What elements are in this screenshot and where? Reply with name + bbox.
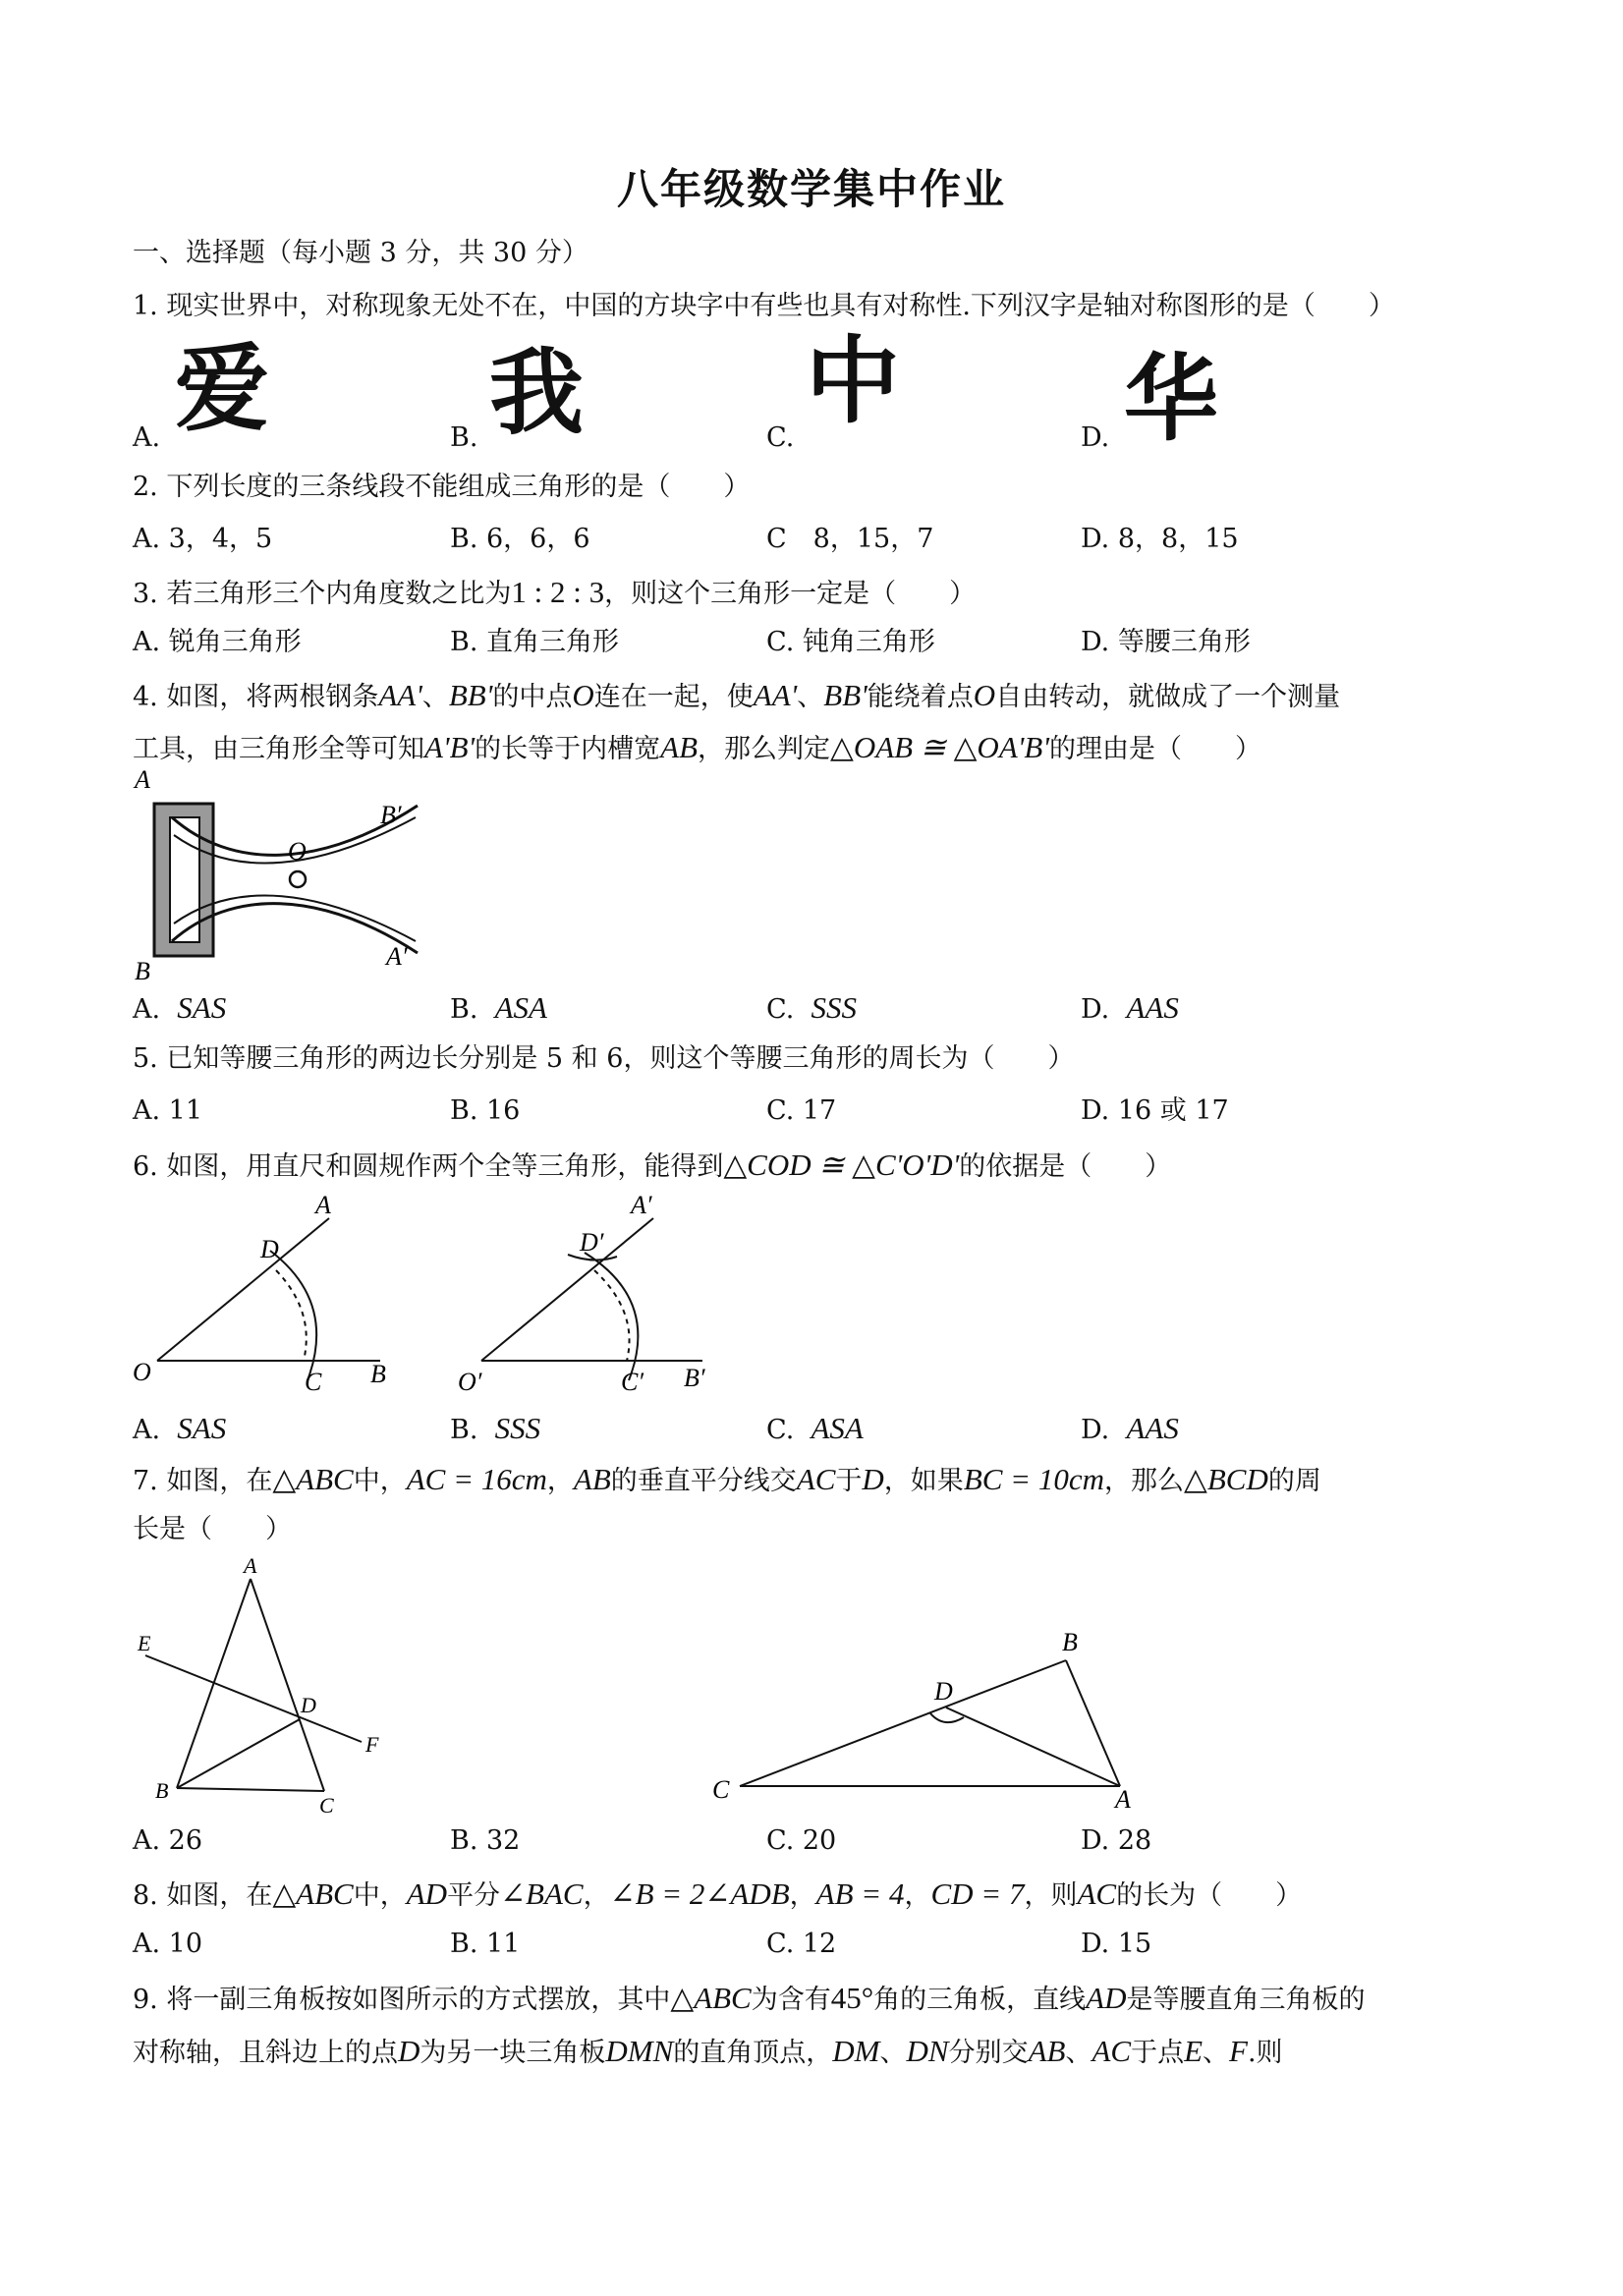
q6-option-d: [1081, 1413, 1179, 1443]
q4-text: 能绕着点: [867, 682, 974, 712]
q7-text: ，: [546, 1466, 574, 1496]
q6-arc-dashed-prime: [594, 1270, 630, 1361]
q5-option-c: C. 17: [766, 1095, 837, 1126]
q8-math: AC: [1077, 1876, 1117, 1911]
q4-math: O: [572, 678, 594, 712]
q1-option-a-label: A.: [133, 422, 161, 453]
q8-option-b: B. 11: [450, 1929, 521, 1959]
q7-option-a: A. 26: [133, 1825, 203, 1856]
q7-angle-mark: [930, 1713, 964, 1722]
q9-text: 对称轴，且斜边上的点: [133, 2038, 398, 2068]
q1-option-b-label: B.: [450, 422, 478, 453]
q7-text: ，那么: [1104, 1466, 1184, 1496]
q1-option-b-glyph: 我: [489, 338, 584, 448]
q6-option-a-label: A.: [133, 1415, 161, 1445]
q4-label-b: B: [135, 957, 150, 982]
q9-text: .则: [1247, 2038, 1283, 2068]
q6-left-label-b: B: [370, 1360, 386, 1388]
q2-option-c: C 8，15，7: [766, 524, 934, 554]
q6-option-d-value: AAS: [1126, 1411, 1179, 1445]
q8-math: CD = 7: [930, 1876, 1025, 1911]
q8-math: AB = 4: [815, 1876, 905, 1911]
q9-math: D: [398, 2034, 420, 2068]
q4-option-a-value: SAS: [177, 990, 227, 1025]
q2-option-d: D. 8，8，15: [1081, 524, 1239, 554]
q6-left-label-c: C: [305, 1368, 322, 1396]
q7-side-ba: [1066, 1660, 1120, 1786]
q4-text: 的中点: [492, 682, 573, 712]
q6-option-b: [450, 1413, 540, 1443]
q6-option-c-value: ASA: [811, 1411, 864, 1445]
q4-math: BB': [448, 678, 493, 712]
q2-stem: 2. 下列长度的三条线段不能组成三角形的是（ ）: [133, 472, 751, 502]
q4-text: 4. 如图，将两根钢条: [133, 682, 379, 712]
q7-line-1: [133, 1464, 1321, 1494]
q1-stem: 1. 现实世界中，对称现象无处不在，中国的方块字中有些也具有对称性.下列汉字是轴对称图形的是（ ）: [133, 291, 1395, 321]
q9-math: DM: [832, 2034, 880, 2068]
q7-label-e: E: [138, 1631, 151, 1655]
q8-stem: [133, 1878, 1302, 1909]
q4-math: A'B': [424, 730, 476, 764]
page-title: 八年级数学集中作业: [616, 165, 1006, 213]
q7-line-2: 长是（ ）: [133, 1514, 292, 1544]
q4-math: △OAB ≅ △OA'B': [830, 730, 1049, 764]
q8-option-a: A. 10: [133, 1929, 203, 1959]
q9-text: 于点: [1131, 2038, 1185, 2068]
q6-right-label-o: O′: [458, 1368, 482, 1396]
q4-math: O: [973, 678, 996, 712]
q8-math: AD: [406, 1876, 448, 1911]
q7-label-c: C: [319, 1793, 334, 1818]
q7-math: △BCD: [1184, 1462, 1268, 1496]
q7-math: AB: [573, 1462, 611, 1496]
q7-text: 于: [835, 1466, 863, 1496]
q4-option-d-label: D.: [1081, 994, 1110, 1025]
q7-figure-obtuse: [702, 1621, 1154, 1818]
q3-option-a: A. 锐角三角形: [133, 627, 302, 657]
q9-math: DMN: [605, 2034, 674, 2068]
q9-math: AC: [1091, 2034, 1132, 2068]
q8-math: △ABC: [272, 1876, 354, 1911]
q2-option-b: B. 6，6，6: [450, 524, 590, 554]
q7-segment-bd: [177, 1719, 300, 1788]
q3-option-c: C. 钝角三角形: [766, 627, 935, 657]
q6-left-label-o: O: [133, 1358, 151, 1386]
q7-text: 的周: [1267, 1466, 1321, 1496]
q4-line-1: [133, 680, 1340, 710]
q6-option-d-label: D.: [1081, 1415, 1110, 1445]
q9-math: 45°: [830, 1981, 874, 2015]
q4-math: AB: [660, 730, 699, 764]
q3-option-b: B. 直角三角形: [450, 627, 620, 657]
q6-option-b-value: SSS: [494, 1411, 541, 1445]
q1-option-c-label: C.: [766, 422, 795, 453]
q7-obtuse-label-b: B: [1062, 1628, 1078, 1656]
q3-stem-text-b: ，则这个三角形一定是（ ）: [604, 579, 977, 609]
q4-label-a-prime: A′: [386, 942, 408, 971]
q3-option-d: D. 等腰三角形: [1081, 627, 1251, 657]
q3-stem-text-a: 3. 若三角形三个内角度数之比为: [133, 579, 512, 609]
q4-text: 、: [421, 682, 449, 712]
q8-option-c: C. 12: [766, 1929, 837, 1959]
q5-option-d: D. 16 或 17: [1081, 1095, 1229, 1126]
q4-text: 连在一起，使: [593, 682, 754, 712]
q7-obtuse-label-c: C: [712, 1775, 730, 1804]
q9-math: AB: [1028, 2034, 1066, 2068]
q5-stem: 5. 已知等腰三角形的两边长分别是 5 和 6，则这个等腰三角形的周长为（ ）: [133, 1043, 1075, 1074]
q5-option-b: B. 16: [450, 1095, 521, 1126]
q1-option-d-glyph: 华: [1124, 344, 1218, 454]
q7-segment-da: [946, 1708, 1120, 1786]
q4-text: 的长等于内槽宽: [475, 734, 661, 764]
q4-text: 的理由是（ ）: [1048, 734, 1261, 764]
q3-ratio: 1 : 2 : 3: [511, 575, 605, 609]
q4-option-b-value: ASA: [494, 990, 547, 1025]
q4-option-c-label: C.: [766, 994, 795, 1025]
q4-option-a: [133, 992, 226, 1023]
q4-caliper-figure: [123, 766, 437, 982]
q4-math: BB': [823, 678, 867, 712]
q7-side-cb: [740, 1660, 1066, 1786]
q7-text: 中，: [353, 1466, 407, 1496]
q2-option-a: A. 3，4，5: [133, 524, 273, 554]
q7-perpendicular-bisector: [145, 1655, 362, 1742]
q4-option-c: [766, 992, 857, 1023]
q8-text: ，则: [1024, 1880, 1078, 1911]
q1-option-a-glyph: 爱: [175, 334, 269, 444]
q6-option-a-value: SAS: [177, 1411, 227, 1445]
q8-text: 8. 如图，在: [133, 1880, 273, 1911]
q7-obtuse-label-d: D: [934, 1677, 953, 1706]
q6-option-c: [766, 1413, 864, 1443]
q7-math: BC = 10cm: [963, 1462, 1104, 1496]
q8-text: ，: [583, 1880, 610, 1911]
q4-option-b: [450, 992, 547, 1023]
q6-text: 6. 如图，用直尺和圆规作两个全等三角形，能得到: [133, 1151, 724, 1182]
q7-obtuse-label-a: A: [1115, 1785, 1131, 1814]
q8-text: ，: [789, 1880, 816, 1911]
q4-option-c-value: SSS: [811, 990, 857, 1025]
q9-text: 、: [1203, 2038, 1230, 2068]
q6-right-label-d: D′: [580, 1228, 604, 1257]
q6-right-label-b: B′: [684, 1364, 705, 1392]
q4-text: 工具，由三角形全等可知: [133, 734, 424, 764]
q8-option-d: D. 15: [1081, 1929, 1152, 1959]
q7-text: ，如果: [883, 1466, 964, 1496]
q6-ray-oa-prime: [481, 1218, 653, 1361]
q6-option-b-label: B.: [450, 1415, 478, 1445]
q9-math: △ABC: [670, 1981, 752, 2015]
q9-text: 为含有: [751, 1985, 831, 2015]
q6-right-label-c: C′: [621, 1368, 644, 1396]
q7-side-ac: [251, 1579, 324, 1791]
q4-label-a: A: [135, 766, 150, 794]
q8-text: ，: [904, 1880, 931, 1911]
q7-option-b: B. 32: [450, 1825, 521, 1856]
q4-option-a-label: A.: [133, 994, 161, 1025]
q9-math: DN: [906, 2034, 949, 2068]
q7-label-f: F: [365, 1732, 379, 1757]
q4-math: AA': [753, 678, 798, 712]
q5-option-a: A. 11: [133, 1095, 203, 1126]
q4-text: 、: [797, 682, 824, 712]
q9-line-1: [133, 1983, 1365, 2013]
q7-option-c: C. 20: [766, 1825, 837, 1856]
q7-label-d: D: [301, 1693, 316, 1717]
q6-stem: [133, 1149, 1171, 1180]
q9-text: 角的三角板，直线: [873, 1985, 1087, 2015]
q9-text: 的直角顶点，: [673, 2038, 833, 2068]
q9-text: 、: [879, 2038, 907, 2068]
q7-option-d: D. 28: [1081, 1825, 1152, 1856]
q6-ray-oa: [157, 1218, 329, 1361]
q9-text: 9. 将一副三角板按如图所示的方式摆放，其中: [133, 1985, 671, 2015]
q7-math: AC = 16cm: [406, 1462, 547, 1496]
q4-text: ，那么判定: [698, 734, 831, 764]
q9-math: E: [1184, 2034, 1203, 2068]
q6-figure-left: [123, 1184, 418, 1405]
q7-math: △ABC: [272, 1462, 354, 1496]
q7-math: D: [862, 1462, 884, 1496]
q7-text: 7. 如图，在: [133, 1466, 273, 1496]
q7-math: AC: [796, 1462, 836, 1496]
q7-label-b: B: [155, 1778, 169, 1803]
q1-option-d-label: D.: [1081, 422, 1110, 453]
q6-left-label-a: A: [315, 1191, 331, 1219]
q9-line-2: [133, 2036, 1283, 2066]
q8-text: 中，: [353, 1880, 407, 1911]
q4-label-b-prime: B′: [380, 801, 402, 829]
q7-label-a: A: [244, 1557, 257, 1578]
q8-math: ∠B = 2∠ADB: [609, 1876, 790, 1911]
q9-text: 为另一块三角板: [420, 2038, 606, 2068]
q1-option-c-glyph: 中: [806, 326, 900, 436]
q4-option-d: [1081, 992, 1179, 1023]
q8-text: 平分: [447, 1880, 501, 1911]
q6-right-label-a: A′: [631, 1191, 652, 1219]
section-heading: 一、选择题（每小题 3 分，共 30 分）: [133, 238, 588, 268]
q4-text: 自由转动，就做成了一个测量: [995, 682, 1341, 712]
q6-left-label-d: D: [260, 1235, 279, 1263]
q4-line-2: [133, 732, 1261, 762]
q9-math: F: [1229, 2034, 1248, 2068]
q4-math: AA': [378, 678, 422, 712]
q6-option-c-label: C.: [766, 1415, 795, 1445]
q6-figure-right: [452, 1184, 747, 1405]
q4-label-o: O: [288, 837, 307, 866]
q8-text: 的长为（ ）: [1116, 1880, 1303, 1911]
q4-pivot: [290, 871, 306, 887]
q3-stem: [133, 577, 976, 607]
q6-option-a: [133, 1413, 226, 1443]
q8-math: ∠BAC: [500, 1876, 584, 1911]
q9-text: 是等腰直角三角板的: [1126, 1985, 1366, 2015]
q6-math: △COD ≅ △C'O'D': [723, 1148, 960, 1182]
q9-text: 、: [1065, 2038, 1092, 2068]
q7-figure-triangle: [128, 1557, 413, 1818]
q9-text: 分别交: [948, 2038, 1029, 2068]
q4-option-d-value: AAS: [1126, 990, 1179, 1025]
q9-math: AD: [1086, 1981, 1127, 2015]
q7-side-bc: [177, 1788, 324, 1791]
q6-text: 的依据是（ ）: [959, 1151, 1172, 1182]
q4-option-b-label: B.: [450, 994, 478, 1025]
q7-text: 的垂直平分线交: [610, 1466, 797, 1496]
